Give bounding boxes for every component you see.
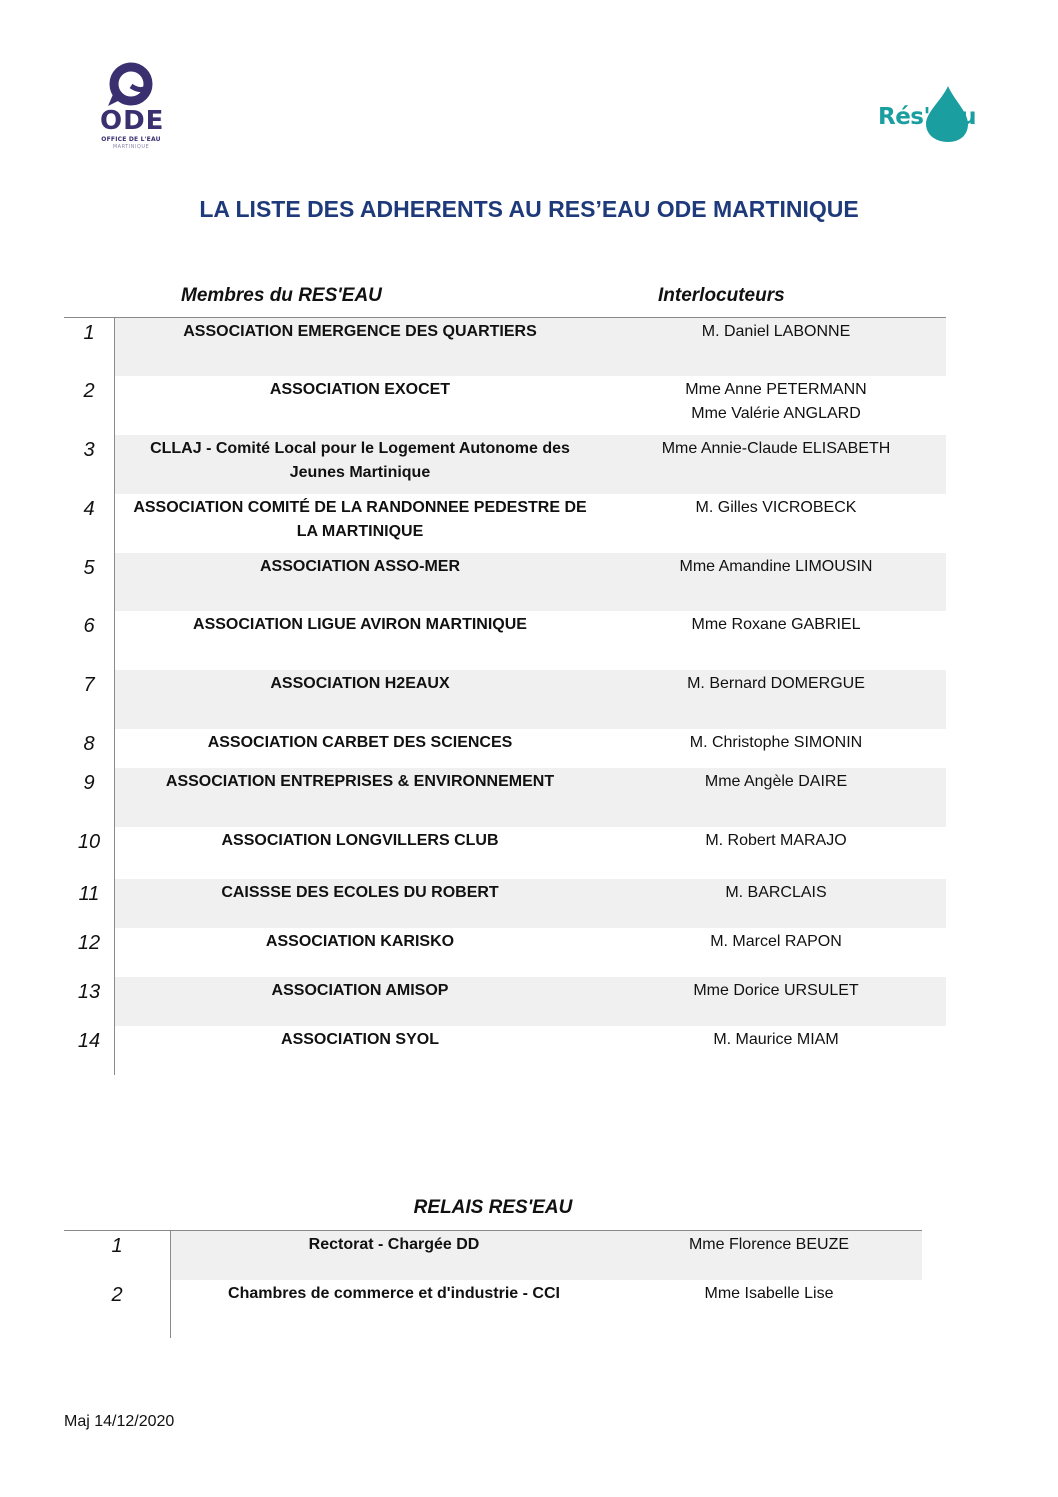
member-contact: Mme Anne PETERMANN Mme Valérie ANGLARD	[685, 381, 867, 422]
row-number: 4	[83, 498, 95, 520]
row-number: 8	[83, 733, 95, 755]
table-row	[64, 827, 946, 879]
table-row	[64, 879, 946, 928]
member-name: ASSOCIATION CARBET DES SCIENCES	[207, 734, 513, 751]
relais-title: RELAIS RES'EAU	[413, 1197, 573, 1218]
row-number: 2	[83, 380, 95, 402]
table-row	[64, 376, 946, 435]
table-row	[64, 435, 946, 494]
member-name: ASSOCIATION COMITÉ DE LA RANDONNEE PEDESTRE DE LA MARTINIQUE	[133, 499, 587, 540]
member-name: ASSOCIATION LONGVILLERS CLUB	[221, 832, 499, 849]
header-contacts: Interlocuteurs	[658, 285, 785, 306]
relais-contact: Mme Isabelle Lise	[704, 1285, 834, 1302]
member-contact: M. Marcel RAPON	[710, 933, 842, 950]
row-number: 10	[77, 831, 101, 853]
member-name: ASSOCIATION LIGUE AVIRON MARTINIQUE	[193, 616, 527, 633]
reseau-logo	[876, 84, 976, 144]
update-date: Maj 14/12/2020	[64, 1413, 175, 1430]
table-row	[64, 928, 946, 977]
member-contact: Mme Angèle DAIRE	[704, 773, 848, 790]
row-number: 11	[78, 883, 100, 905]
page-title: LA LISTE DES ADHERENTS AU RES’EAU ODE MARTINIQUE	[199, 196, 859, 222]
row-number: 7	[83, 674, 95, 696]
member-name: ASSOCIATION AMISOP	[271, 982, 449, 999]
row-number: 12	[77, 932, 101, 954]
member-contact: M. Daniel LABONNE	[701, 323, 851, 340]
row-number: 2	[111, 1284, 123, 1306]
member-contact: M. Robert MARAJO	[705, 832, 847, 849]
member-contact: Mme Dorice URSULET	[693, 982, 859, 999]
row-number: 13	[77, 981, 101, 1003]
table-row	[64, 494, 946, 553]
member-contact: M. BARCLAIS	[725, 884, 827, 901]
member-name: ASSOCIATION H2EAUX	[270, 675, 450, 692]
member-contact: Mme Roxane GABRIEL	[691, 616, 861, 633]
member-name: ASSOCIATION ENTREPRISES & ENVIRONNEMENT	[165, 773, 555, 790]
header-members: Membres du RES'EAU	[181, 285, 382, 306]
reseau-logo-word: Rés'eau	[878, 104, 977, 130]
relais-member-name: Chambres de commerce et d'industrie - CCI	[228, 1285, 560, 1302]
member-name: ASSOCIATION EXOCET	[269, 381, 451, 398]
row-number: 3	[83, 439, 95, 461]
table-row	[64, 729, 946, 768]
member-name: CAISSSE DES ECOLES DU ROBERT	[221, 884, 499, 901]
row-number: 6	[83, 615, 95, 637]
ode-logo	[100, 62, 170, 158]
member-contact: M. Gilles VICROBECK	[695, 499, 857, 516]
member-contact: M. Bernard DOMERGUE	[687, 675, 865, 692]
table-row	[64, 318, 946, 376]
row-number: 5	[83, 557, 95, 579]
relais-row	[64, 1280, 922, 1338]
ode-speech-bubble-icon	[100, 62, 162, 110]
member-name: ASSOCIATION EMERGENCE DES QUARTIERS	[183, 323, 537, 340]
member-name: ASSOCIATION ASSO-MER	[259, 558, 460, 575]
row-number: 1	[111, 1235, 123, 1257]
relais-contact: Mme Florence BEUZE	[688, 1236, 850, 1253]
member-contact: Mme Amandine LIMOUSIN	[679, 558, 873, 575]
row-number: 9	[83, 772, 95, 794]
ode-logo-word: ODE	[100, 106, 165, 136]
table-row	[64, 670, 946, 729]
ode-logo-line2: MARTINIQUE	[112, 144, 150, 150]
table-row	[64, 768, 946, 827]
table-row	[64, 611, 946, 670]
row-number: 14	[77, 1030, 101, 1052]
member-contact: M. Maurice MIAM	[713, 1031, 839, 1048]
relais-table	[64, 1230, 922, 1338]
members-table	[64, 317, 946, 1075]
ode-logo-line1: OFFICE DE L'EAU	[101, 136, 161, 143]
member-name: CLLAJ - Comité Local pour le Logement Autonome des Jeunes Martinique	[150, 440, 570, 481]
relais-member-name: Rectorat - Chargée DD	[308, 1236, 480, 1253]
table-row	[64, 553, 946, 611]
member-name: ASSOCIATION KARISKO	[265, 933, 455, 950]
member-contact: M. Christophe SIMONIN	[689, 734, 863, 751]
table-row	[64, 977, 946, 1026]
member-contact: Mme Annie-Claude ELISABETH	[661, 440, 891, 457]
row-number: 1	[83, 322, 95, 344]
table-row	[64, 1026, 946, 1076]
member-name: ASSOCIATION SYOL	[281, 1031, 439, 1048]
relais-row	[64, 1231, 922, 1280]
